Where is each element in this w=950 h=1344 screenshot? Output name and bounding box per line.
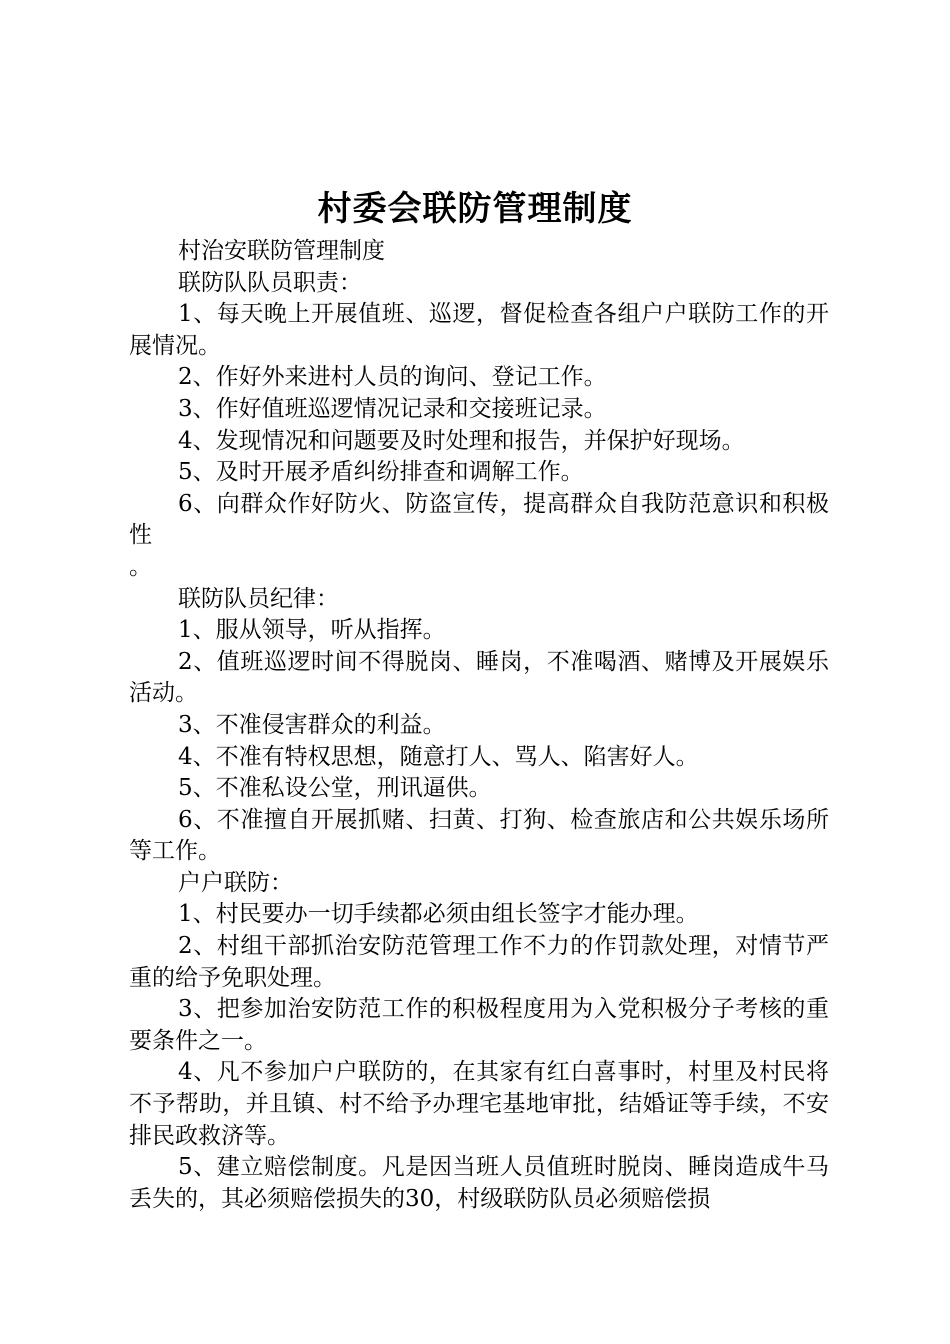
paragraph-section-discipline: 联防队员纪律： bbox=[178, 585, 339, 612]
paragraph-section-duties: 联防队队员职责： bbox=[178, 269, 362, 296]
paragraph-discipline-6: 6、不准擅自开展抓赌、扫黄、打狗、检查旅店和公共娱乐场所等工作。 bbox=[129, 806, 829, 865]
paragraph-discipline-3: 3、不准侵害群众的利益。 bbox=[178, 711, 446, 738]
paragraph-household-5: 5、建立赔偿制度。凡是因当班人员值班时脱岗、睡岗造成牛马丢失的，其必须赔偿损失的30，村级联防队员必须赔偿损 bbox=[129, 1154, 829, 1212]
paragraph-household-1: 1、村民要办一切手续都必须由组长签字才能办理。 bbox=[178, 901, 699, 928]
paragraph-subtitle: 村治安联防管理制度 bbox=[178, 238, 385, 264]
paragraph-section-household: 户户联防： bbox=[178, 869, 293, 896]
paragraph-discipline-4: 4、不准有特权思想，随意打人、骂人、陷害好人。 bbox=[178, 743, 699, 770]
document-body bbox=[129, 236, 829, 1215]
document-title: 村委会联防管理制度 bbox=[317, 189, 633, 229]
paragraph-discipline-1: 1、服从领导，听从指挥。 bbox=[178, 617, 446, 644]
paragraph-duty-4: 4、发现情况和问题要及时处理和报告，并保护好现场。 bbox=[178, 427, 745, 454]
paragraph-household-3: 3、把参加治安防范工作的积极程度用为入党积极分子考核的重要条件之一。 bbox=[129, 996, 829, 1054]
paragraph-discipline-2: 2、值班巡逻时间不得脱岗、睡岗，不准喝酒、赌博及开展娱乐活动。 bbox=[129, 648, 829, 707]
paragraph-household-2: 2、村组干部抓治安防范管理工作不力的作罚款处理，对情节严重的给予免职处理。 bbox=[129, 933, 829, 991]
paragraph-duty-5: 5、及时开展矛盾纠纷排查和调解工作。 bbox=[178, 459, 584, 486]
paragraph-duty-1: 1、每天晚上开展值班、巡逻，督促检查各组户户联防工作的开展情况。 bbox=[129, 301, 829, 359]
paragraph-discipline-5: 5、不准私设公堂，刑讯逼供。 bbox=[178, 775, 492, 802]
paragraph-duty-6: 6、向群众作好防火、防盗宣传，提高群众自我防范意识和积极性 。 bbox=[129, 490, 829, 580]
paragraph-household-4: 4、凡不参加户户联防的，在其家有红白喜事时，村里及村民将不予帮助，并且镇、村不给予办理宅基地审批，结婚证等手续，不安排民政救济等。 bbox=[129, 1059, 829, 1149]
paragraph-duty-2: 2、作好外来进村人员的询问、登记工作。 bbox=[178, 364, 607, 391]
paragraph-duty-3: 3、作好值班巡逻情况记录和交接班记录。 bbox=[178, 395, 607, 422]
